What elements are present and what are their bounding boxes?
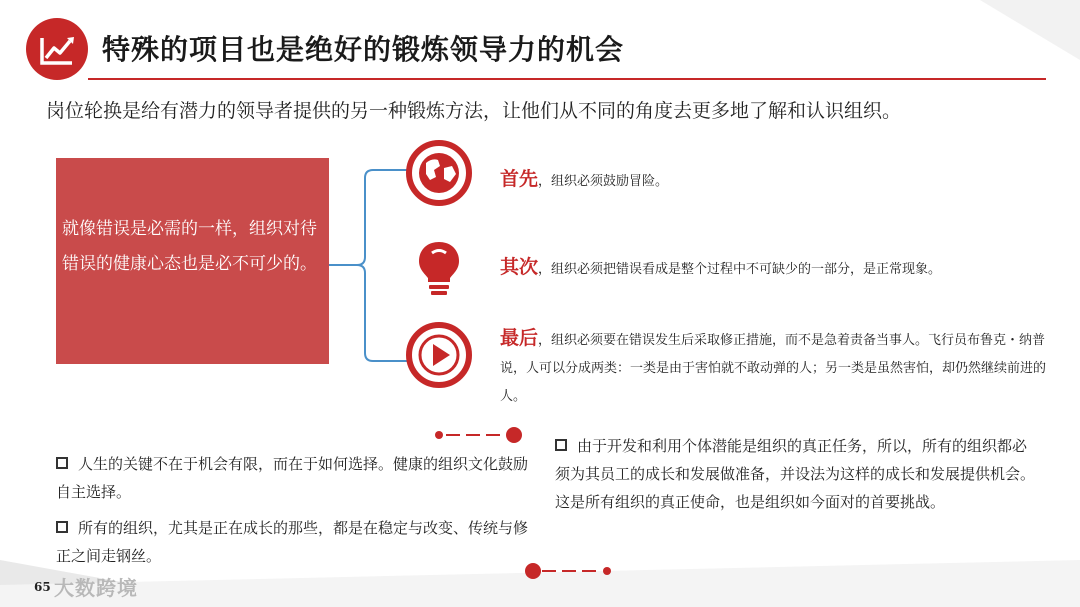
play-icon xyxy=(406,322,472,388)
left-bullet-2 xyxy=(56,514,531,570)
title-divider xyxy=(88,78,1046,80)
point-third xyxy=(500,324,1046,411)
bracket-connector xyxy=(329,165,409,365)
point-second-lead: 其次 xyxy=(500,256,539,278)
globe-icon xyxy=(406,140,472,206)
lightbulb-icon xyxy=(406,236,472,302)
dash-connector-top xyxy=(432,424,526,446)
left-bullet-2-text: 所有的组织，尤其是正在成长的那些，都是在稳定与改变、传统与修正之间走钢丝。 xyxy=(56,519,529,565)
chart-logo-icon xyxy=(26,18,88,80)
page-number: 65 xyxy=(34,580,51,594)
callout-text: 就像错误是必需的一样，组织对待错误的健康心态也是必不可少的。 xyxy=(62,219,317,274)
point-second xyxy=(500,254,1060,283)
dash-connector-bottom xyxy=(522,560,616,582)
checkbox-icon xyxy=(56,521,68,533)
point-third-text: ，组织必须要在错误发生后采取修正措施，而不是急着责备当事人。飞行员布鲁克・纳普说，人可以分成两类：一类是由于害怕就不敢动弹的人；另一类是虽然害怕，却仍然继续前进的人。 xyxy=(500,333,1047,404)
left-bullet-1 xyxy=(56,450,531,506)
intro-text: 岗位轮换是给有潜力的领导者提供的另一种锻炼方法，让他们从不同的角度去更多地了解和认识组织。 xyxy=(46,100,902,122)
point-second-text: ，组织必须把错误看成是整个过程中不可缺少的一部分，是正常现象。 xyxy=(538,262,942,277)
watermark: 大数跨境 xyxy=(54,576,138,600)
checkbox-icon xyxy=(56,457,68,469)
point-first-text: ，组织必须鼓励冒险。 xyxy=(538,174,669,189)
left-bullet-1-text: 人生的关键不在于机会有限，而在于如何选择。健康的组织文化鼓励自主选择。 xyxy=(56,455,529,501)
point-first xyxy=(500,166,1040,195)
point-third-lead: 最后 xyxy=(500,327,539,349)
checkbox-icon xyxy=(555,439,567,451)
point-first-lead: 首先 xyxy=(500,168,539,190)
right-bullet-1 xyxy=(555,432,1035,516)
page-title: 特殊的项目也是绝好的锻炼领导力的机会 xyxy=(102,33,625,66)
right-bullet-1-text: 由于开发和利用个体潜能是组织的真正任务，所以，所有的组织都必须为其员工的成长和发展做准备，并设法为这样的成长和发展提供机会。这是所有组织的真正使命，也是组织如今面对的首要挑战。 xyxy=(555,437,1036,511)
